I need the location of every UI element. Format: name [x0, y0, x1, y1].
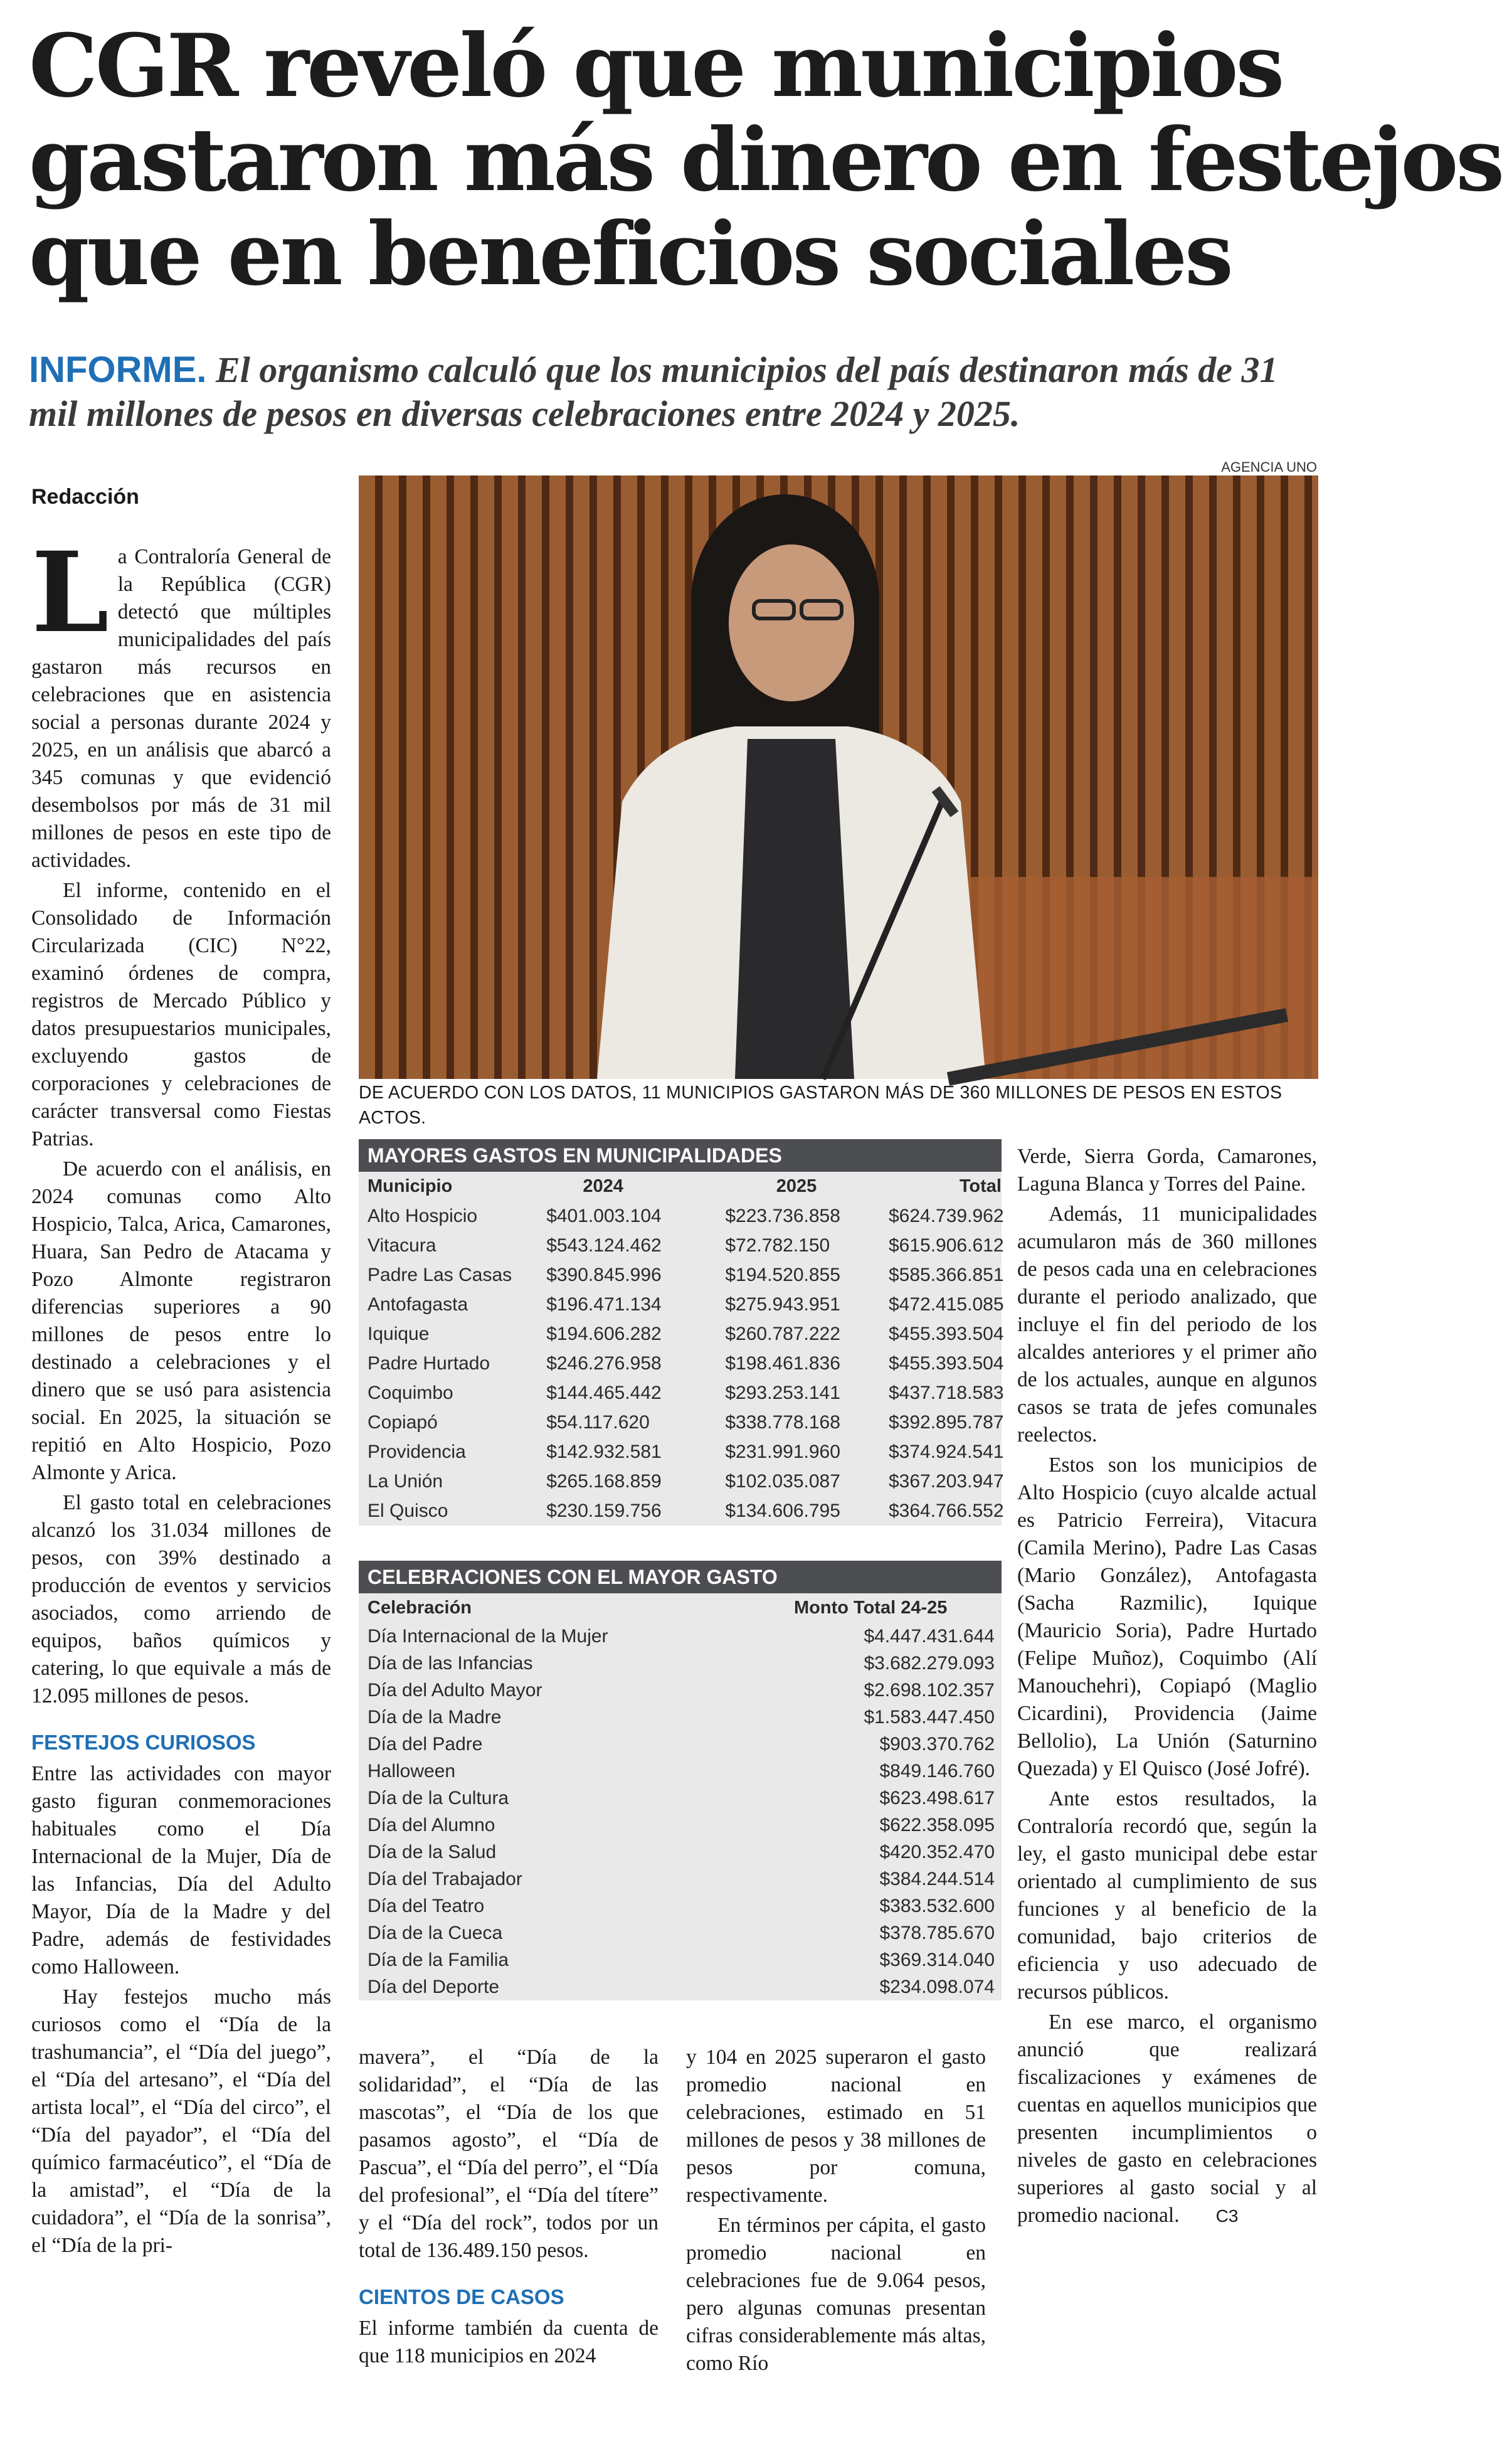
table-cell: $623.498.617	[879, 1788, 995, 1808]
table-cell: $401.003.104	[546, 1206, 662, 1226]
header-cell: Municipio	[368, 1176, 453, 1196]
table-cell: Día del Trabajador	[368, 1869, 522, 1889]
table-cell: $223.736.858	[725, 1206, 840, 1226]
table-cell: $903.370.762	[879, 1734, 995, 1755]
table-cell: Día de las Infancias	[368, 1653, 533, 1674]
table-cell: $275.943.951	[725, 1294, 840, 1315]
table-cell: Día de la Cultura	[368, 1788, 509, 1808]
table-cell: $102.035.087	[725, 1471, 840, 1492]
end-mark: C3	[1215, 2206, 1239, 2226]
table-cell: $4.447.431.644	[864, 1626, 995, 1647]
subhead-cientos: CIENTOS DE CASOS	[359, 2285, 564, 2308]
table-cell: $134.606.795	[725, 1500, 840, 1521]
table-row	[359, 1260, 1002, 1290]
table-cell: $622.358.095	[879, 1815, 995, 1835]
table-cell: $246.276.958	[546, 1353, 662, 1374]
table-cell: Coquimbo	[368, 1383, 453, 1403]
headline-line-3: que en beneficios sociales	[29, 203, 1231, 305]
table-cell: $2.698.102.357	[864, 1680, 995, 1701]
table-cell: $364.766.552	[888, 1500, 1004, 1521]
deck-tag: INFORME.	[29, 349, 207, 390]
table-cell: $194.520.855	[725, 1265, 840, 1285]
table-row	[359, 1758, 1002, 1785]
table-row	[359, 1893, 1002, 1920]
table-cell: Día del Padre	[368, 1734, 483, 1755]
table-cell: $392.895.787	[888, 1412, 1004, 1433]
table-row	[359, 1866, 1002, 1893]
table-cell: $615.906.612	[888, 1235, 1004, 1256]
header-cell: Monto Total 24-25	[794, 1598, 948, 1618]
table-cell: $374.924.541	[888, 1442, 1004, 1462]
table-header-row	[359, 1593, 1002, 1623]
table-row	[359, 1785, 1002, 1812]
column-1	[31, 483, 331, 2262]
photo-credit: AGENCIA UNO	[1221, 459, 1317, 475]
table-cell: $390.845.996	[546, 1265, 662, 1285]
table-row	[359, 1467, 1002, 1496]
table-cell: $367.203.947	[888, 1471, 1004, 1492]
table-cell: $260.787.222	[725, 1324, 840, 1344]
table-title: MAYORES GASTOS EN MUNICIPALIDADES	[359, 1139, 1002, 1172]
table-row	[359, 1319, 1002, 1349]
table-cell: $54.117.620	[546, 1412, 650, 1433]
photo-illustration	[359, 475, 1318, 1079]
table-cell: $231.991.960	[725, 1442, 840, 1462]
table-cell: $585.366.851	[888, 1265, 1004, 1285]
table-cell: $420.352.470	[879, 1842, 995, 1862]
table-body	[359, 1623, 1002, 2000]
paragraph: Estos son los municipios de Alto Hospicio (cuyo alcalde actual es Patricio Ferreira), Vitacura (Camila Merino), Padre Las Casas (Mario González), Antofagasta (Sacha Razmilic), Iquique (Mauricio Soria), Padre Hurtado (Felipe Muñoz), Coquimbo (Alí Manouchehri), Copiapó (Maglio Cicardini), Providencia (Jaime Bellolio), La Unión (Saturnino Quezada) y El Quisco (José Jofré).	[1017, 1453, 1317, 1780]
table-cell: $1.583.447.450	[864, 1707, 995, 1728]
paragraph: Ante estos resultados, la Contraloría recordó que, según la ley, el gasto municipal debe estar orientado al cumplimiento de sus funciones y al beneficio de la comunidad, bajo criterios de eficiencia y uso adecuado de recursos públicos.	[1017, 1787, 1317, 2004]
header-cell: Total	[959, 1176, 1002, 1196]
paragraph: El gasto total en celebraciones alcanzó los 31.034 millones de pesos, con 39% destinado a producción de eventos y servicios asociados, como arriendo de equipos, baños químicos y catering, lo que equivale a más de 12.095 millones de pesos.	[31, 1491, 331, 1707]
paragraph: El informe también da cuenta de que 118 municipios en 2024	[359, 2317, 658, 2367]
table-cell: $437.718.583	[888, 1383, 1004, 1403]
table-title: CELEBRACIONES CON EL MAYOR GASTO	[359, 1561, 1002, 1593]
paragraph: En términos per cápita, el gasto promedio nacional en celebraciones fue de 9.064 pesos, pero algunas comunas presentan cifras considerablemente más altas, como Río	[686, 2214, 986, 2375]
table-cell: Día de la Madre	[368, 1707, 502, 1728]
table-cell: Iquique	[368, 1324, 430, 1344]
table-cell: Vitacura	[368, 1235, 436, 1256]
table-cell: $196.471.134	[546, 1294, 662, 1315]
table-cell: $849.146.760	[879, 1761, 995, 1782]
table-cell: Copiapó	[368, 1412, 438, 1433]
table-row	[359, 1920, 1002, 1946]
table-cell: $194.606.282	[546, 1324, 662, 1344]
photo-caption: DE ACUERDO CON LOS DATOS, 11 MUNICIPIOS GASTARON MÁS DE 360 MILLONES DE PESOS EN ESTOS ACTOS.	[359, 1083, 1283, 1128]
table-cell: Día del Deporte	[368, 1977, 500, 1997]
table-row	[359, 1812, 1002, 1839]
table-cell: $293.253.141	[725, 1383, 840, 1403]
article-photo	[359, 475, 1318, 1079]
table-cell: $265.168.859	[546, 1471, 662, 1492]
table-cell: $369.314.040	[879, 1950, 995, 1970]
table-cell: $230.159.756	[546, 1500, 662, 1521]
paragraph: Hay festejos mucho más curiosos como el “Día de la trashumancia”, el “Día del juego”, el “Día del artesano”, el “Día del artista local”, el “Día del circo”, el “Día del payador”, el “Día del químico farmacéutico”, el “Día de la amistad”, el “Día de la cuidadora”, el “Día de la sonrisa”, el “Día de la pri-	[31, 1985, 331, 2257]
header-cell: 2025	[776, 1176, 817, 1196]
headline	[29, 14, 1502, 305]
table-cell: Día de la Salud	[368, 1842, 497, 1862]
table-cell: $378.785.670	[879, 1923, 995, 1943]
table-cell: $472.415.085	[888, 1294, 1004, 1315]
table-row	[359, 1650, 1002, 1677]
table-cell: $338.778.168	[725, 1412, 840, 1433]
table-cell: $455.393.504	[888, 1353, 1004, 1374]
table-row	[359, 1839, 1002, 1866]
table-cell: Providencia	[368, 1442, 466, 1462]
table-row	[359, 1231, 1002, 1260]
table-row	[359, 1973, 1002, 2000]
deck-text: El organismo calculó que los municipios del país destinaron más de 31 mil millones de pesos en diversas celebraciones entre 2024 y 2025.	[29, 349, 1278, 434]
table-row	[359, 1731, 1002, 1758]
paragraph: Además, 11 municipalidades acumularon más de 360 millones de pesos cada una en celebraciones durante el periodo analizado, que incluye el fin del periodo de los alcaldes anteriores y el primer año de los actuales, aunque en algunos casos se trata de jefes comunales reelectos.	[1017, 1203, 1317, 1447]
table-cell: $72.782.150	[725, 1235, 830, 1256]
table-cell: $624.739.962	[888, 1206, 1004, 1226]
table-cell: Día del Adulto Mayor	[368, 1680, 542, 1701]
paragraph: Entre las actividades con mayor gasto figuran conmemoraciones habituales como el Día Internacional de la Mujer, Día de las Infancias, Día del Adulto Mayor, Día de la Madre y del Padre, además de festividades como Halloween.	[31, 1762, 331, 1978]
subhead-festejos: FESTEJOS CURIOSOS	[31, 1731, 256, 1754]
lead-paragraph: La Contraloría General de la República (CGR) detectó que múltiples municipalidades del país gastaron más recursos en celebraciones que en asistencia social a personas durante 2024 y 2025, en un análisis que abarcó a 345 comunas y que evidenció desembolsos por más de 31 mil millones de pesos en este tipo de actividades.	[31, 528, 331, 872]
table-row	[359, 1349, 1002, 1378]
table-cell: Día de la Familia	[368, 1950, 509, 1970]
table-cell: $384.244.514	[879, 1869, 995, 1889]
paragraph: mavera”, el “Día de la solidaridad”, el “Día de las mascotas”, el “Día de los que pasamos agosto”, el “Día de Pascua”, el “Día del perro”, el “Día del profesional”, el “Día del títere” y el “Día del rock”, todos por un total de 136.489.150 pesos.	[359, 2046, 658, 2262]
headline-line-2: gastaron más dinero en festejos	[29, 109, 1502, 211]
table-header-row	[359, 1172, 1002, 1201]
table-cell: $144.465.442	[546, 1383, 662, 1403]
table-row	[359, 1437, 1002, 1467]
table-cell: Día Internacional de la Mujer	[368, 1626, 608, 1647]
table-cell: $383.532.600	[879, 1896, 995, 1916]
paragraph: De acuerdo con el análisis, en 2024 comunas como Alto Hospicio, Talca, Arica, Camarones, Huara, San Pedro de Atacama y Pozo Almonte registraron diferencias superiores a 90 millones de pesos entre lo destinado a celebraciones y el dinero que se usó para asistencia social. En 2025, la situación se repitió en Alto Hospicio, Pozo Almonte y Arica.	[31, 1157, 331, 1484]
column-3	[686, 2044, 986, 2380]
table-cell: La Unión	[368, 1471, 443, 1492]
table-row	[359, 1290, 1002, 1319]
header-cell: Celebración	[368, 1598, 472, 1618]
table-cell: Día del Alumno	[368, 1815, 495, 1835]
headline-line-1: CGR reveló que municipios	[29, 14, 1283, 117]
table-row	[359, 1704, 1002, 1731]
paragraph: y 104 en 2025 superaron el gasto promedio nacional en celebraciones, estimado en 51 millones de pesos y 38 millones de pesos por comuna, respectivamente.	[686, 2046, 986, 2207]
paragraph: Verde, Sierra Gorda, Camarones, Laguna Blanca y Torres del Paine.	[1017, 1145, 1317, 1196]
table-cell: $455.393.504	[888, 1324, 1004, 1344]
table-cell: $543.124.462	[546, 1235, 662, 1256]
column-2	[359, 2044, 658, 2372]
table-cell: $142.932.581	[546, 1442, 662, 1462]
table-cell: El Quisco	[368, 1500, 448, 1521]
table-row	[359, 1496, 1002, 1526]
paragraph: En ese marco, el organismo anunció que realizará fiscalizaciones y exámenes de cuentas en aquellos municipios que presenten incumplimientos o niveles de gasto en celebraciones superiores al gasto social y al promedio nacional. C3	[1017, 2009, 1317, 2230]
paragraph: El informe, contenido en el Consolidado de Información Circularizada (CIC) N°22, examinó órdenes de compra, registros de Mercado Público y datos presupuestarios municipales, excluyendo gastos de corporaciones y celebraciones de carácter transversal como Fiestas Patrias.	[31, 879, 331, 1150]
table-cell: Día del Teatro	[368, 1896, 485, 1916]
table-municipalities	[359, 1139, 1002, 1526]
byline: Redacción	[31, 485, 139, 509]
table-cell: $3.682.279.093	[864, 1653, 995, 1674]
table-row	[359, 1623, 1002, 1650]
deck	[29, 348, 1321, 436]
table-row	[359, 1946, 1002, 1973]
header-cell: 2024	[583, 1176, 623, 1196]
table-cell: $198.461.836	[725, 1353, 840, 1374]
dropcap: L	[31, 528, 109, 657]
table-cell: Día de la Cueca	[368, 1923, 503, 1943]
column-4	[1017, 1143, 1317, 2233]
table-row	[359, 1201, 1002, 1231]
table-cell: Halloween	[368, 1761, 456, 1782]
table-cell: Padre Hurtado	[368, 1353, 490, 1374]
table-body	[359, 1201, 1002, 1526]
table-celebrations	[359, 1561, 1002, 2000]
table-row	[359, 1408, 1002, 1437]
table-cell: $234.098.074	[879, 1977, 995, 1997]
table-row	[359, 1677, 1002, 1704]
table-cell: Padre Las Casas	[368, 1265, 512, 1285]
table-cell: Antofagasta	[368, 1294, 468, 1315]
table-row	[359, 1378, 1002, 1408]
table-cell: Alto Hospicio	[368, 1206, 478, 1226]
